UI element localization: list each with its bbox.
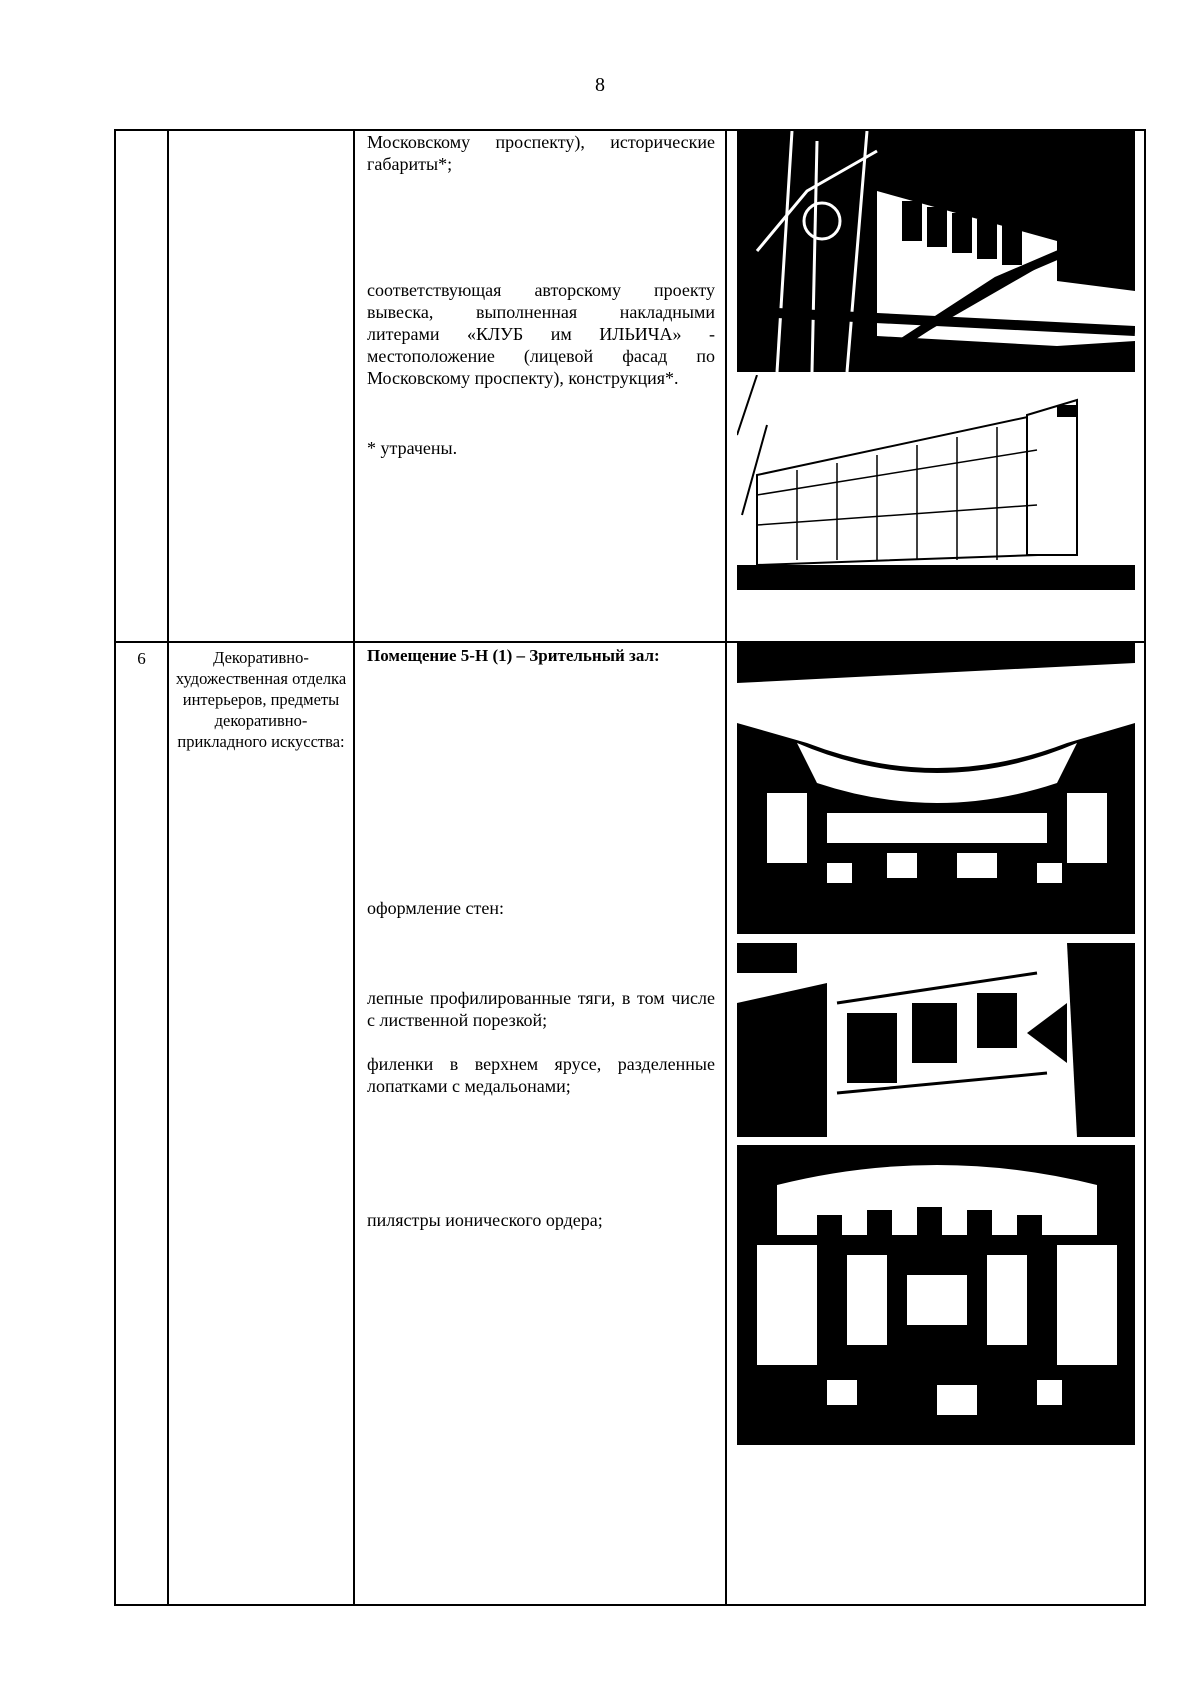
row-number-cell: 6: [115, 642, 168, 1605]
table-row: [115, 130, 1145, 642]
building-historic-photo: [737, 375, 1135, 590]
section-heading: Помещение 5-Н (1) – Зрительный зал:: [367, 646, 660, 665]
auditorium-ceiling-photo: [737, 643, 1135, 934]
page-number: 8: [595, 74, 605, 96]
table-row: [115, 642, 1145, 1605]
auditorium-wall-photo: [737, 943, 1135, 1137]
footnote: * утрачены.: [367, 438, 458, 458]
description-cell: [354, 642, 726, 1605]
row-number-cell: [115, 130, 168, 642]
building-facade-photo: [737, 131, 1135, 372]
category-cell: Декоративно-художественная отделка интерьеров, предметы декоративно-прикладного искусства:: [168, 642, 354, 1605]
photo-cell: [726, 642, 1145, 1605]
auditorium-pilasters-photo: [737, 1145, 1135, 1445]
description-cell: [354, 130, 726, 642]
description-paragraph: соответствующая авторскому проекту вывеска, выполненная накладными литерами «КЛУБ им ИЛЬИЧА» - местоположение (лицевой фасад по Московскому проспекту), конструкция*.: [367, 280, 715, 388]
category-cell: [168, 130, 354, 642]
description-paragraph: филенки в верхнем ярусе, разделенные лопатками с медальонами;: [367, 1054, 715, 1096]
description-paragraph: лепные профилированные тяги, в том числе с лиственной порезкой;: [367, 988, 715, 1030]
monument-table: [114, 129, 1146, 1606]
description-paragraph: Московскому проспекту), исторические габариты*;: [367, 132, 715, 174]
photo-cell: [726, 130, 1145, 642]
description-paragraph: оформление стен:: [367, 898, 504, 918]
description-paragraph: пилястры ионического ордера;: [367, 1210, 603, 1230]
